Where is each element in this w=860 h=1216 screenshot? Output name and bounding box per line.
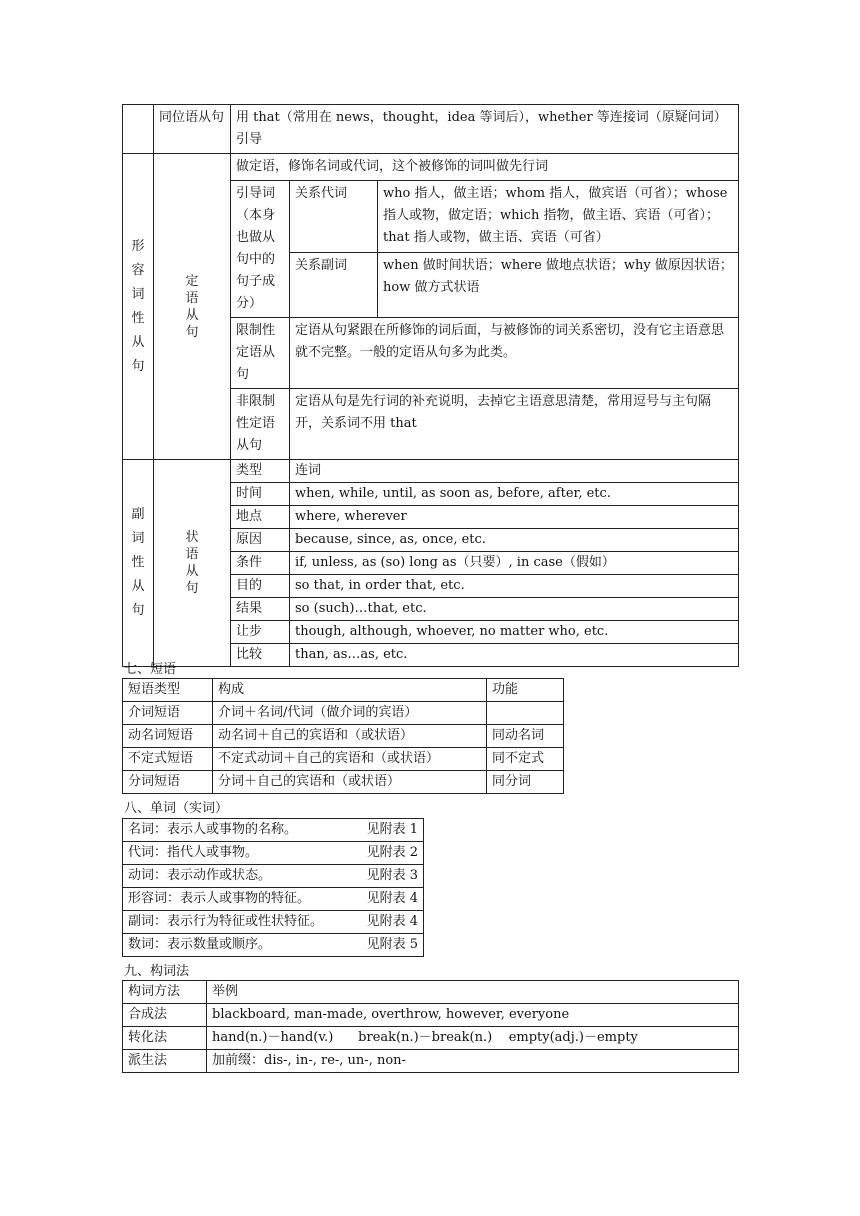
word-formation-table (122, 980, 739, 1073)
adverbial-type: 比较 (231, 644, 290, 667)
table-row (123, 154, 739, 181)
phrase-func: 同不定式 (487, 748, 564, 771)
word-ref: 见附表 3 (366, 868, 418, 883)
table-row (123, 981, 739, 1004)
formation-example: blackboard, man-made, overthrow, however, everyone (207, 1004, 739, 1027)
guide-word-label: 引导词（本身也做从句中的句子成分） (231, 181, 290, 318)
table-row (123, 888, 424, 911)
formation-method: 派生法 (123, 1050, 207, 1073)
adverbial-conj: though, although, whoever, no matter who, etc. (290, 621, 739, 644)
phrase-form: 动名词＋自己的宾语和（或状语） (213, 725, 487, 748)
attributive-label (154, 154, 231, 460)
table-row (123, 911, 424, 934)
clause-table (122, 104, 739, 667)
adverbial-label (154, 460, 231, 667)
rel-pronoun-label: 关系代词 (290, 181, 378, 253)
restrictive-label: 限制性定语从句 (231, 318, 290, 389)
table-row (123, 819, 424, 842)
adverbial-conj: where, wherever (290, 506, 739, 529)
table-row (123, 1050, 739, 1073)
word-cell (123, 842, 424, 865)
adverbial-type: 原因 (231, 529, 290, 552)
phrase-func: 同分词 (487, 771, 564, 794)
adj-group-label (123, 154, 154, 460)
phrases-header-func: 功能 (487, 679, 564, 702)
adverbial-conj: because, since, as, once, etc. (290, 529, 739, 552)
word-ref: 见附表 1 (366, 822, 418, 837)
adverbial-type: 条件 (231, 552, 290, 575)
phrases-table (122, 678, 564, 794)
word-cell (123, 819, 424, 842)
phrases-header-form: 构成 (213, 679, 487, 702)
formation-header-example: 举例 (207, 981, 739, 1004)
rel-adverb-label: 关系副词 (290, 253, 378, 318)
phrase-form: 分词＋自己的宾语和（或状语） (213, 771, 487, 794)
word-ref: 见附表 4 (366, 891, 418, 906)
phrase-type: 分词短语 (123, 771, 213, 794)
table-row (123, 842, 424, 865)
adverbial-conj: if, unless, as (so) long as（只要）, in case（假如） (290, 552, 739, 575)
adverbial-text: 状语从句 (185, 530, 199, 596)
restrictive-desc: 定语从句紧跟在所修饰的词后面，与被修饰的词关系密切，没有它主语意思就不完整。一般的定语从句多为此类。 (290, 318, 739, 389)
word-formation-heading: 九、构词法 (124, 964, 190, 979)
phrases-heading: 七、短语 (124, 662, 177, 677)
table-row (123, 771, 564, 794)
word-desc: 名词：表示人或事物的名称。 (128, 822, 298, 837)
formation-header-method: 构词方法 (123, 981, 207, 1004)
phrase-type: 动名词短语 (123, 725, 213, 748)
phrase-func: 同动名词 (487, 725, 564, 748)
adverbial-conj: so (such)…that, etc. (290, 598, 739, 621)
word-ref: 见附表 2 (366, 845, 418, 860)
table-row (123, 934, 424, 957)
word-desc: 动词：表示动作或状态。 (128, 868, 272, 883)
adv-group-label (123, 460, 154, 667)
word-cell (123, 934, 424, 957)
formation-method: 合成法 (123, 1004, 207, 1027)
attributive-text: 定语从句 (185, 273, 199, 340)
table-row (123, 725, 564, 748)
adj-group-text: 形容词性从句 (131, 238, 145, 374)
adverbial-conj: than, as…as, etc. (290, 644, 739, 667)
word-cell (123, 865, 424, 888)
rel-adverb-desc: when 做时间状语；where 做地点状语；why 做原因状语；how 做方式状语 (378, 253, 739, 318)
formation-example: 加前缀：dis-, in-, re-, un-, non- (207, 1050, 739, 1073)
adverbial-header-conj: 连词 (290, 460, 739, 483)
table-row (123, 679, 564, 702)
adverbial-conj: when, while, until, as soon as, before, after, etc. (290, 483, 739, 506)
nonrestrictive-label: 非限制性定语从句 (231, 389, 290, 460)
phrase-form: 介词＋名词/代词（做介词的宾语） (213, 702, 487, 725)
table-row (123, 1027, 739, 1050)
table-row (123, 1004, 739, 1027)
adverbial-type: 目的 (231, 575, 290, 598)
formation-example: hand(n.)－hand(v.) break(n.)－break(n.) empty(adj.)－empty (207, 1027, 739, 1050)
word-desc: 形容词：表示人或事物的特征。 (128, 891, 311, 906)
table-row (123, 748, 564, 771)
phrase-func (487, 702, 564, 725)
word-ref: 见附表 5 (366, 937, 418, 952)
rel-pronoun-desc: who 指人，做主语；whom 指人，做宾语（可省）；whose 指人或物，做定语；which 指物，做主语、宾语（可省）；that 指人或物，做主语、宾语（可省） (378, 181, 739, 253)
word-desc: 数词：表示数量或顺序。 (128, 937, 272, 952)
attributive-intro: 做定语，修饰名词或代词，这个被修饰的词叫做先行词 (231, 154, 739, 181)
appositive-label: 同位语从句 (154, 105, 231, 154)
nonrestrictive-desc: 定语从句是先行词的补充说明，去掉它主语意思清楚，常用逗号与主句隔开，关系词不用 that (290, 389, 739, 460)
adverbial-header-type: 类型 (231, 460, 290, 483)
table-row (123, 105, 739, 154)
phrase-type: 不定式短语 (123, 748, 213, 771)
blank-cell (123, 105, 154, 154)
word-desc: 副词：表示行为特征或性状特征。 (128, 914, 324, 929)
table-row (123, 702, 564, 725)
words-heading: 八、单词（实词） (124, 801, 229, 816)
word-ref: 见附表 4 (366, 914, 418, 929)
appositive-desc: 用 that（常用在 news，thought，idea 等词后），whether 等连接词（原疑问词）引导 (231, 105, 739, 154)
table-row (123, 460, 739, 483)
word-cell (123, 911, 424, 934)
formation-method: 转化法 (123, 1027, 207, 1050)
word-desc: 代词：指代人或事物。 (128, 845, 259, 860)
phrase-type: 介词短语 (123, 702, 213, 725)
adverbial-type: 让步 (231, 621, 290, 644)
phrase-form: 不定式动词＋自己的宾语和（或状语） (213, 748, 487, 771)
phrases-header-type: 短语类型 (123, 679, 213, 702)
adverbial-type: 时间 (231, 483, 290, 506)
adverbial-type: 结果 (231, 598, 290, 621)
adverbial-type: 地点 (231, 506, 290, 529)
table-row (123, 865, 424, 888)
word-cell (123, 888, 424, 911)
adv-group-text: 副词性从句 (131, 507, 145, 618)
words-table (122, 818, 424, 957)
adverbial-conj: so that, in order that, etc. (290, 575, 739, 598)
